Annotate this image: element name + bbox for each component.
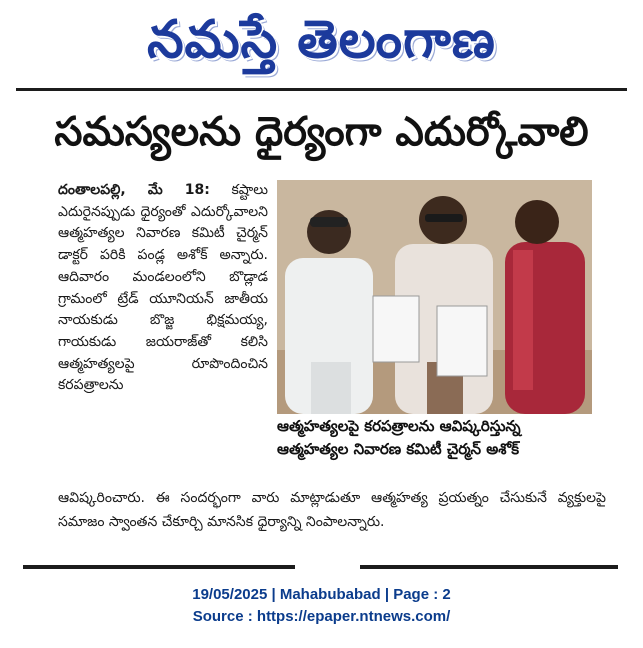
pamphlet-middle [437, 306, 487, 376]
footer-divider-right [360, 565, 618, 569]
article-body-text: కష్టాలు ఎదురైనప్పుడు ధైర్యంతో ఎదుర్కోవాలని ఆత్మహత్యల నివారణ కమిటీ చైర్మన్ డాక్టర్ పరికి పండ్ల అశోక్ అన్నారు. ఆదివారం మండలంలోని బొడ్లాడ గ్రామంలో ట్రేడ్ యూనియన్ జాతీయ నాయకుడు బొజ్జ భిక్షమయ్య, గాయకుడు జయరాజ్‌తో కలిసి ఆత్మహత్యలపై రూపొందించిన కరపత్రాలను [58, 182, 268, 394]
photo-caption [277, 415, 607, 463]
masthead-rule [16, 88, 627, 91]
caption-line-2: ఆత్మహత్యల నివారణ కమిటీ చైర్మన్ అశోక్ [277, 440, 520, 458]
footer-divider-left [23, 565, 295, 569]
article-headline: సమస్యలను ధైర్యంగా ఎదుర్కోవాలి [54, 109, 589, 155]
photo-illustration [277, 180, 592, 414]
article-dateline: దంతాలపల్లి, మే 18: [58, 182, 210, 198]
footer-source: Source : https://epaper.ntnews.com/ [192, 608, 451, 625]
article-body-continued: ఆవిష్కరించారు. ఈ సందర్భంగా వారు మాట్లాడుతూ ఆత్మహత్య ప్రయత్నం చేసుకునే వ్యక్తులపై సమాజం స్వాంతన చేకూర్చి మానసిక ధైర్యాన్ని నింపాలన్నారు. [58, 490, 606, 530]
footer-edition-info: 19/05/2025 | Mahabubabad | Page : 2 [192, 586, 451, 603]
article-body-column [58, 180, 268, 397]
article-photo [277, 180, 592, 414]
newspaper-masthead: నమస్తే తెలంగాణ [147, 10, 496, 70]
page-footer [0, 584, 643, 628]
pamphlet-left [373, 296, 419, 362]
caption-line-1: ఆత్మహత్యలపై కరపత్రాలను ఆవిష్కరిస్తున్న [277, 417, 521, 435]
